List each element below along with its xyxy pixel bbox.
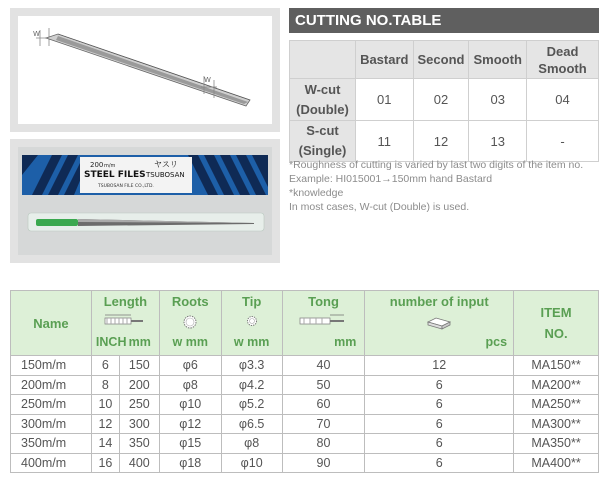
header-length (91, 291, 159, 356)
length-icon (92, 314, 159, 330)
header-bastard: Bastard (356, 41, 414, 79)
dim-w-left: W (33, 30, 40, 38)
cell-tong: 50 (282, 375, 365, 395)
header-tip-unit: w mm (233, 334, 270, 349)
cell-tong: 90 (282, 453, 365, 473)
cell-roots: φ12 (159, 414, 221, 434)
cell-name: 300m/m (11, 414, 92, 434)
cell-pcs: 12 (365, 356, 514, 376)
cell-inch: 10 (91, 395, 119, 415)
cell-name: 400m/m (11, 453, 92, 473)
cell-roots: φ10 (159, 395, 221, 415)
file-package-illustration (18, 147, 272, 255)
cell-roots: φ18 (159, 453, 221, 473)
table-row (11, 356, 599, 376)
cell-value: 13 (469, 121, 527, 162)
row-label-w-cut (290, 79, 356, 121)
note-knowledge: *knowledge (289, 187, 344, 199)
s-cut-label: S-cut (306, 123, 339, 138)
header-number-unit: pcs (485, 334, 508, 349)
product-photo (10, 139, 280, 263)
cutting-table-title: CUTTING NO.TABLE (289, 8, 599, 33)
cell-roots: φ15 (159, 434, 221, 454)
cell-value: 12 (413, 121, 469, 162)
cell-inch: 6 (91, 356, 119, 376)
package-icon (365, 316, 513, 332)
header-item-line2: NO. (544, 326, 568, 341)
cell-inch: 8 (91, 375, 119, 395)
cell-pcs: 6 (365, 434, 514, 454)
cell-tip: φ8 (221, 434, 282, 454)
cell-value: 02 (413, 79, 469, 121)
cell-value: 03 (469, 79, 527, 121)
header-name: Name (11, 291, 92, 356)
cell-tong: 40 (282, 356, 365, 376)
header-roots-label: Roots (171, 293, 209, 309)
cell-mm: 300 (119, 414, 159, 434)
cell-roots: φ6 (159, 356, 221, 376)
cell-tip: φ3.3 (221, 356, 282, 376)
header-length-label: Length (103, 293, 148, 309)
box-maker: TSUBOSAN FILE CO.,LTD. (98, 184, 154, 189)
header-smooth: Smooth (469, 41, 527, 79)
cell-value: 11 (356, 121, 414, 162)
cell-mm: 400 (119, 453, 159, 473)
item-spec-table (10, 290, 599, 473)
table-row (11, 414, 599, 434)
dim-w-right: W (204, 76, 211, 84)
header-length-mm: mm (128, 334, 151, 349)
cell-mm: 200 (119, 375, 159, 395)
header-tong-label: Tong (308, 293, 339, 309)
cell-tong: 60 (282, 395, 365, 415)
cell-mm: 350 (119, 434, 159, 454)
cutting-notes (289, 158, 605, 214)
cell-value: 01 (356, 79, 414, 121)
file-drawing (10, 8, 280, 132)
box-steel-files: STEEL FILES (84, 170, 146, 180)
header-length-inch: INCH (95, 334, 127, 349)
header-number-label: number of input (389, 293, 489, 309)
cell-tip: φ10 (221, 453, 282, 473)
tong-icon (283, 314, 365, 330)
cell-roots: φ8 (159, 375, 221, 395)
header-tong-unit: mm (334, 334, 357, 349)
cutting-row-w (290, 79, 599, 121)
cell-pcs: 6 (365, 395, 514, 415)
cell-value: - (527, 121, 599, 162)
header-tip (221, 291, 282, 356)
cell-item-no: MA350** (514, 434, 599, 454)
cell-item-no: MA150** (514, 356, 599, 376)
cell-mm: 150 (119, 356, 159, 376)
s-cut-sub: (Single) (298, 143, 347, 158)
table-row (11, 375, 599, 395)
cell-inch: 14 (91, 434, 119, 454)
box-kana: ヤスリ (154, 160, 178, 169)
header-item-line1: ITEM (540, 305, 572, 320)
cell-tip: φ5.2 (221, 395, 282, 415)
cell-mm: 250 (119, 395, 159, 415)
cell-pcs: 6 (365, 453, 514, 473)
cutting-number-table (289, 40, 599, 162)
w-cut-label: W-cut (304, 81, 341, 97)
tip-gear-icon (222, 314, 282, 330)
cell-item-no: MA300** (514, 414, 599, 434)
cell-name: 200m/m (11, 375, 92, 395)
header-dead-smooth-label: Dead Smooth (538, 43, 587, 76)
cell-inch: 16 (91, 453, 119, 473)
roots-gear-icon (160, 314, 221, 330)
header-second: Second (413, 41, 469, 79)
row-label-s-cut (290, 121, 356, 162)
box-brand: TSUBOSAN (146, 171, 185, 179)
header-roots-unit: w mm (172, 334, 208, 349)
cell-name: 150m/m (11, 356, 92, 376)
note-example: Example: HI015001→150mm hand Bastard (289, 173, 493, 185)
header-tip-label: Tip (242, 293, 262, 309)
note-roughness: *Roughness of cutting is varied by last two digits of the item no. (289, 159, 584, 171)
header-roots (159, 291, 221, 356)
cell-tong: 80 (282, 434, 365, 454)
cell-tip: φ4.2 (221, 375, 282, 395)
box-size: 200 (90, 161, 104, 169)
corner-cell (290, 41, 356, 79)
cell-inch: 12 (91, 414, 119, 434)
cutting-header-row (290, 41, 599, 79)
cell-item-no: MA200** (514, 375, 599, 395)
box-size-unit: m/m (104, 163, 116, 169)
header-dead-smooth (527, 41, 599, 79)
table-row (11, 395, 599, 415)
cell-pcs: 6 (365, 375, 514, 395)
round-file-diagram (18, 16, 272, 124)
cell-value: 04 (527, 79, 599, 121)
cell-name: 350m/m (11, 434, 92, 454)
item-header-row (11, 291, 599, 356)
table-row (11, 453, 599, 473)
cell-item-no: MA250** (514, 395, 599, 415)
header-number-of-input (365, 291, 514, 356)
header-item-no (514, 291, 599, 356)
cell-pcs: 6 (365, 414, 514, 434)
w-cut-sub: (Double) (296, 101, 349, 117)
cell-tip: φ6.5 (221, 414, 282, 434)
cell-tong: 70 (282, 414, 365, 434)
cell-item-no: MA400** (514, 453, 599, 473)
note-most-cases: In most cases, W-cut (Double) is used. (289, 201, 470, 213)
cell-name: 250m/m (11, 395, 92, 415)
table-row (11, 434, 599, 454)
header-tong (282, 291, 365, 356)
cutting-row-s (290, 121, 599, 162)
